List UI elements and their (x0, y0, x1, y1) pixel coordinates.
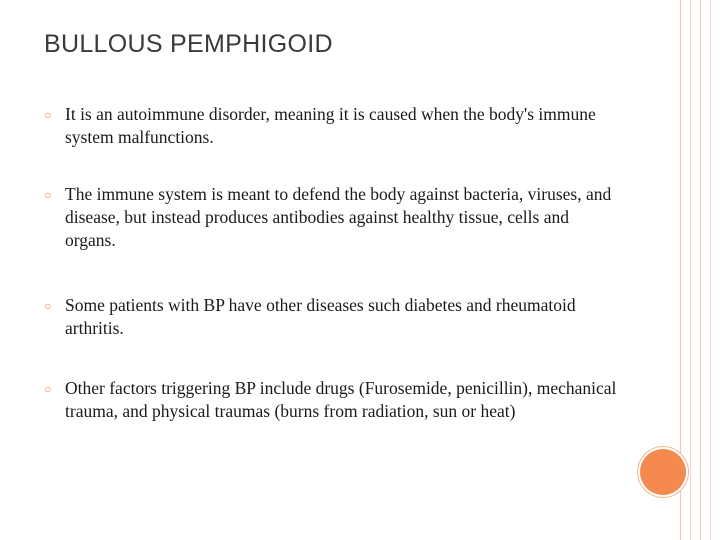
bullet-circle-icon: ○ (44, 382, 52, 396)
bullet-item (44, 103, 624, 149)
bullet-text: Some patients with BP have other diseases such diabetes and rheumatoid arthritis. (65, 295, 576, 338)
decorative-border-line (690, 0, 691, 540)
bullet-item (44, 377, 624, 423)
bullet-circle-icon: ○ (44, 299, 52, 313)
bullet-item (44, 294, 624, 340)
slide-title: BULLOUS PEMPHIGOID (44, 30, 333, 58)
decorative-border-line (710, 0, 711, 540)
bullet-text: It is an autoimmune disorder, meaning it is caused when the body's immune system malfunctions. (65, 104, 596, 147)
bullet-circle-icon: ○ (44, 108, 52, 122)
decorative-border-line (700, 0, 701, 540)
bullet-text: The immune system is meant to defend the body against bacteria, viruses, and disease, but instead produces antibodies against healthy tissue, cells and organs. (65, 184, 612, 250)
bullet-item (44, 183, 624, 252)
decorative-circle (640, 449, 686, 495)
bullet-circle-icon: ○ (44, 188, 52, 202)
bullet-text: Other factors triggering BP include drugs (Furosemide, penicillin), mechanical trauma, and physical traumas (burns from radiation, sun or heat) (65, 378, 617, 421)
